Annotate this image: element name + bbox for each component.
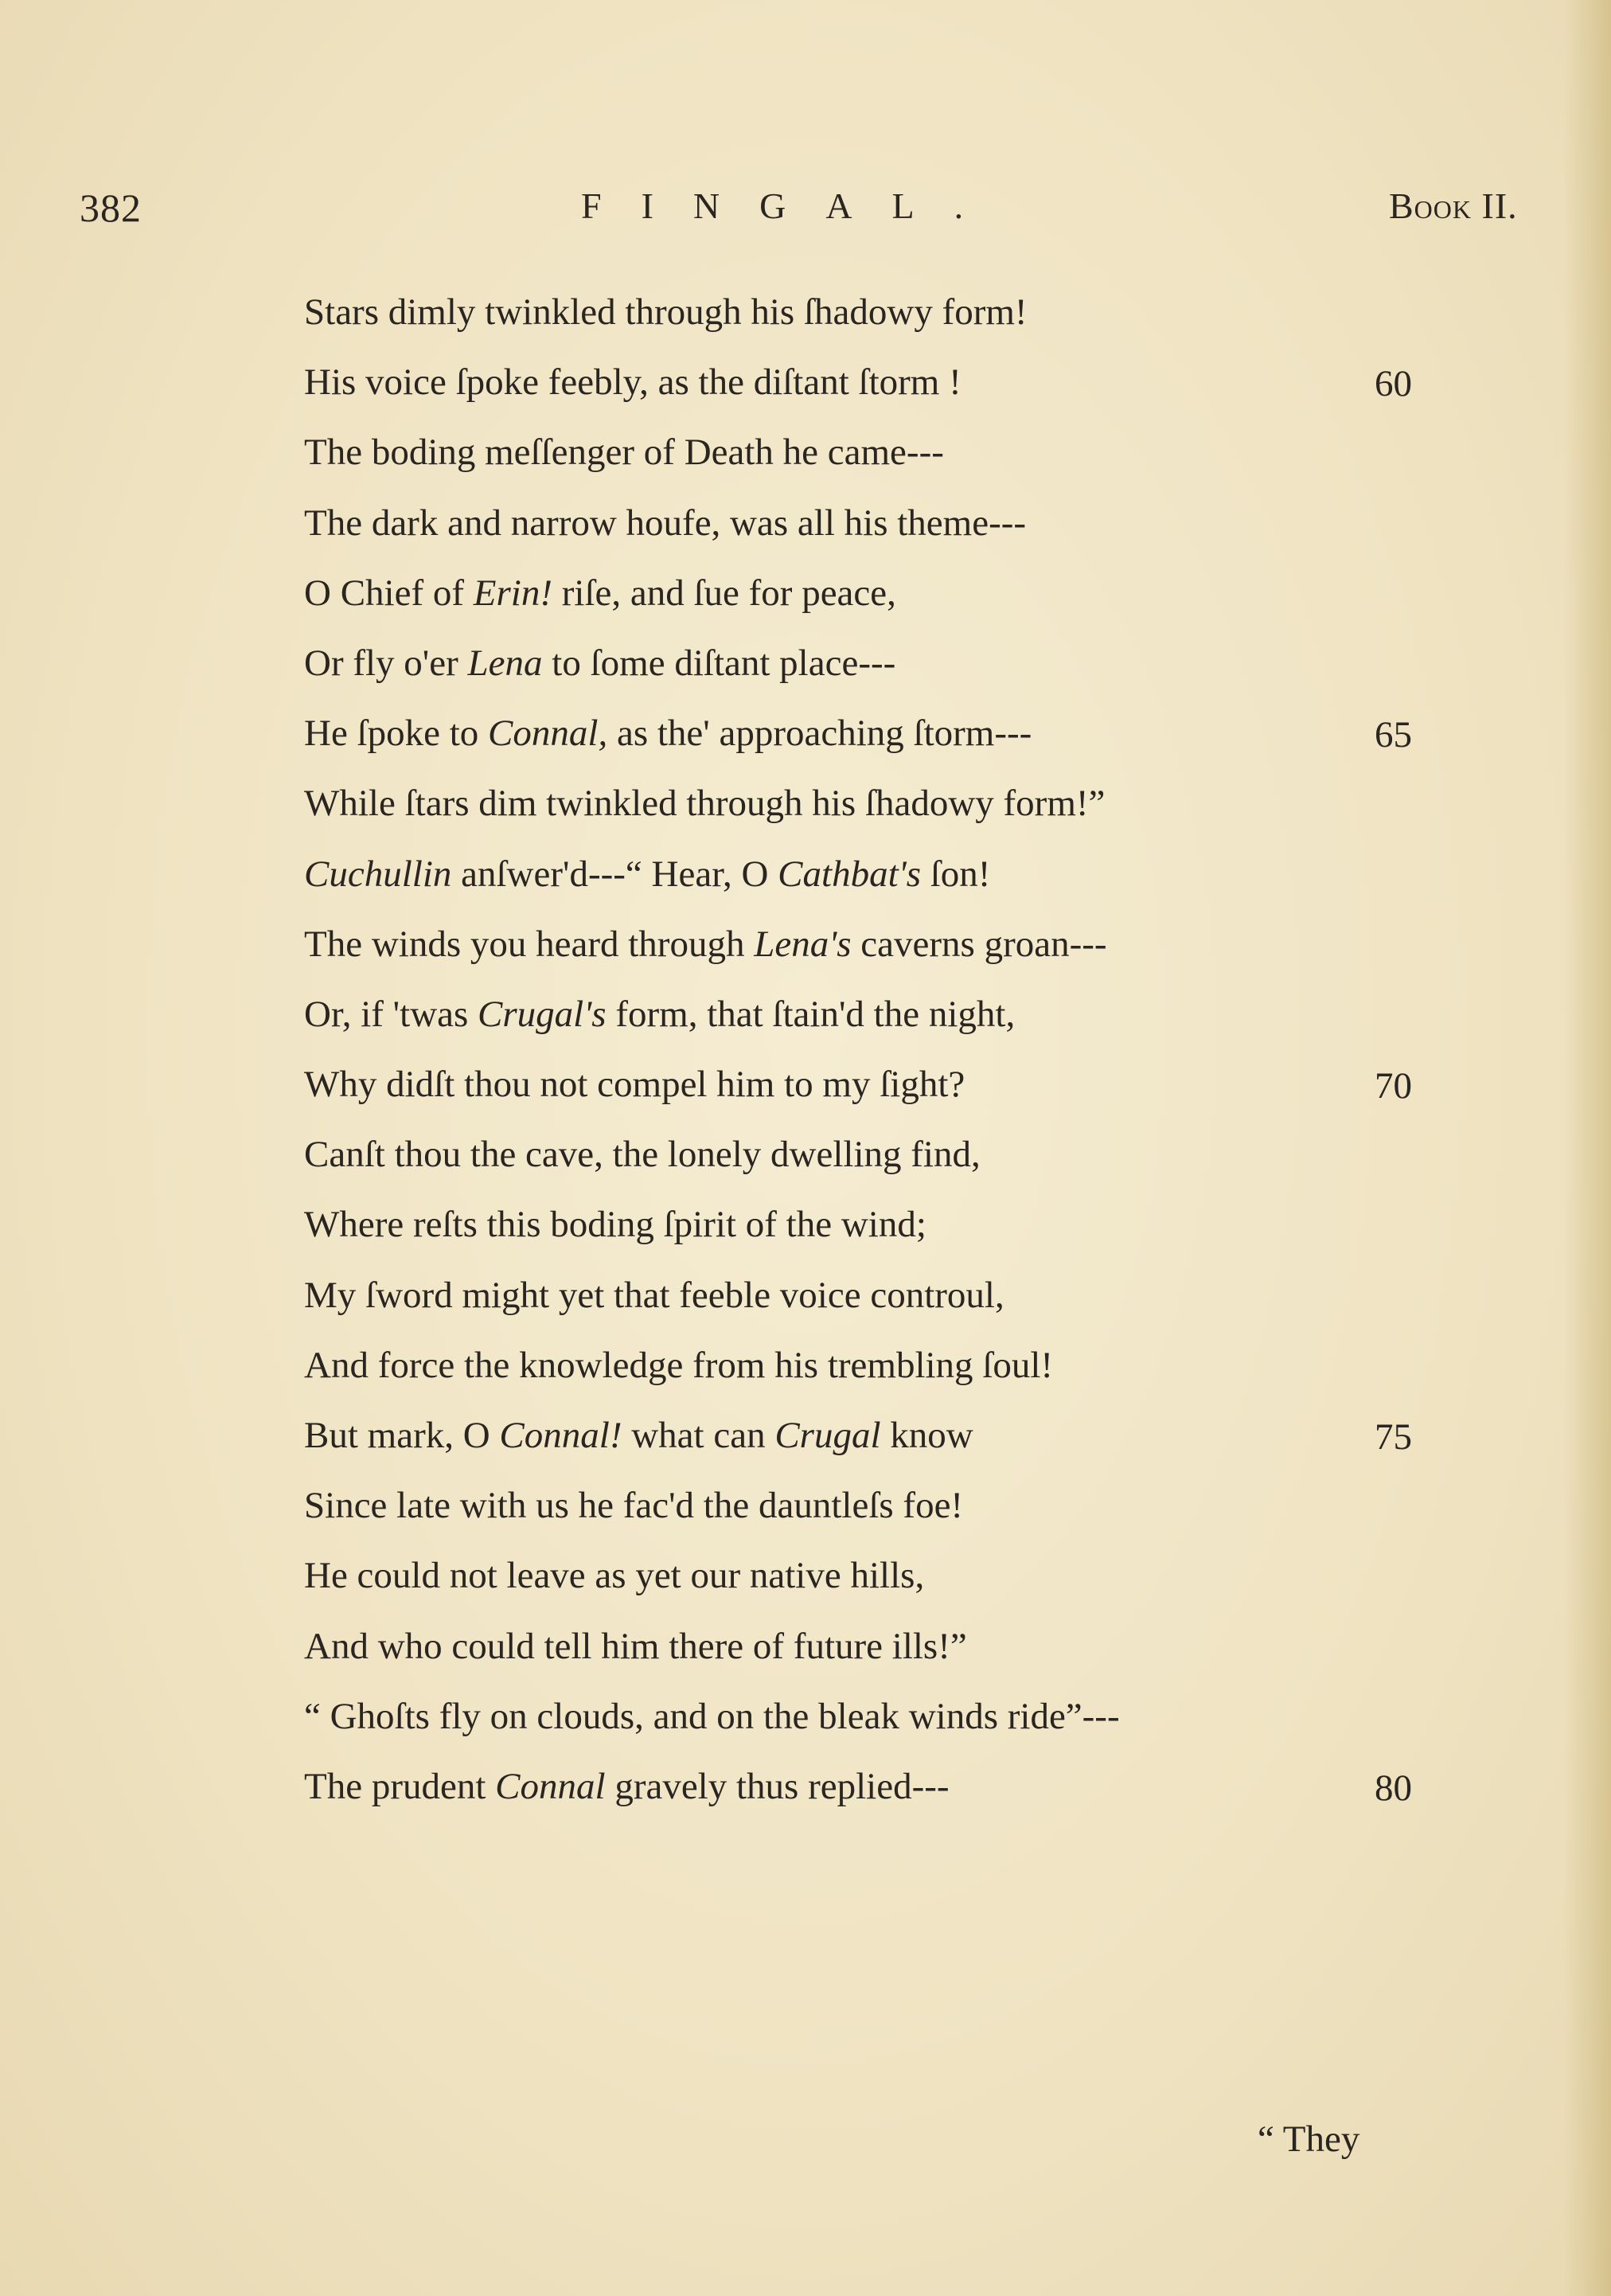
verse-line-text: The dark and narrow houfe, was all his theme--- [304, 502, 1027, 544]
verse-line-text: He could not leave as yet our native hills, [304, 1555, 925, 1597]
line-number: 80 [1375, 1767, 1412, 1809]
verse-line-text: While ſtars dim twinkled through his ſhadowy form!” [304, 783, 1106, 825]
line-number: 70 [1375, 1065, 1412, 1107]
verse-line [304, 1341, 1458, 1412]
catchword: “ They [1258, 2118, 1360, 2160]
verse-line-text: The winds you heard through Lena's caverns groan--- [304, 923, 1107, 965]
verse-line-text: Since late with us he fac'd the dauntleſs foe! [304, 1485, 964, 1527]
verse-line [304, 1763, 1458, 1833]
page-edge-shadow [1563, 0, 1611, 2296]
verse-line [304, 358, 1458, 428]
verse-line-text: Why didſt thou not compel him to my ſight? [304, 1064, 965, 1106]
page-number: 382 [80, 185, 142, 230]
verse-line-text: The prudent Connal gravely thus replied--- [304, 1765, 950, 1807]
verse-line [304, 499, 1458, 569]
line-number: 65 [1375, 714, 1412, 756]
verse-line-text: And who could tell him there of future ills!” [304, 1625, 967, 1667]
line-number: 75 [1375, 1416, 1412, 1458]
verse-line [304, 709, 1458, 779]
verse-line-text: Canſt thou the cave, the lonely dwelling find, [304, 1134, 981, 1176]
verse-line [304, 569, 1458, 639]
verse-line [304, 428, 1458, 498]
verse-line [304, 1412, 1458, 1482]
verse-line [304, 920, 1458, 990]
verse-line-text: Cuchullin anſwer'd---“ Hear, O Cathbat's ſon! [304, 853, 991, 895]
verse-line-text: But mark, O Connal! what can Crugal know [304, 1415, 973, 1456]
verse-line [304, 1693, 1458, 1763]
verse-line-text: O Chief of Erin! riſe, and ſue for peace, [304, 572, 896, 614]
verse-line [304, 990, 1458, 1060]
verse-line [304, 850, 1458, 920]
verse-line [304, 1482, 1458, 1552]
verse-line [304, 1060, 1458, 1130]
verse-line-text: “ Ghoſts fly on clouds, and on the bleak winds ride”--- [304, 1695, 1120, 1737]
verse-line-text: Or fly o'er Lena to ſome diſtant place--- [304, 642, 896, 684]
verse-line-text: Where reſts this boding ſpirit of the wind; [304, 1204, 926, 1246]
verse-line [304, 1622, 1458, 1693]
verse-line-text: And force the knowledge from his trembling ſoul! [304, 1344, 1054, 1386]
verse-line [304, 1552, 1458, 1622]
verse-line-text: The boding meſſenger of Death he came--- [304, 431, 944, 474]
section-label: Book II. [1389, 185, 1518, 226]
verse-line-text: Stars dimly twinkled through his ſhadowy form! [304, 291, 1028, 333]
verse-line [304, 1130, 1458, 1201]
page-header [0, 185, 1611, 240]
verse-line [304, 1201, 1458, 1271]
verse-line [304, 288, 1458, 358]
verse-line [304, 639, 1458, 709]
line-number: 60 [1375, 363, 1412, 405]
verse-line-text: He ſpoke to Connal, as the' approaching ſtorm--- [304, 713, 1032, 755]
verse-line [304, 1271, 1458, 1341]
verse-line-text: Or, if 'twas Crugal's form, that ſtain'd the night, [304, 993, 1016, 1035]
verse-line [304, 779, 1458, 849]
verse-line-text: My ſword might yet that feeble voice controul, [304, 1274, 1004, 1316]
verse-line-text: His voice ſpoke feebly, as the diſtant ſtorm ! [304, 361, 962, 404]
verse-block [304, 288, 1458, 1833]
running-title: FINGAL. [581, 185, 1004, 226]
